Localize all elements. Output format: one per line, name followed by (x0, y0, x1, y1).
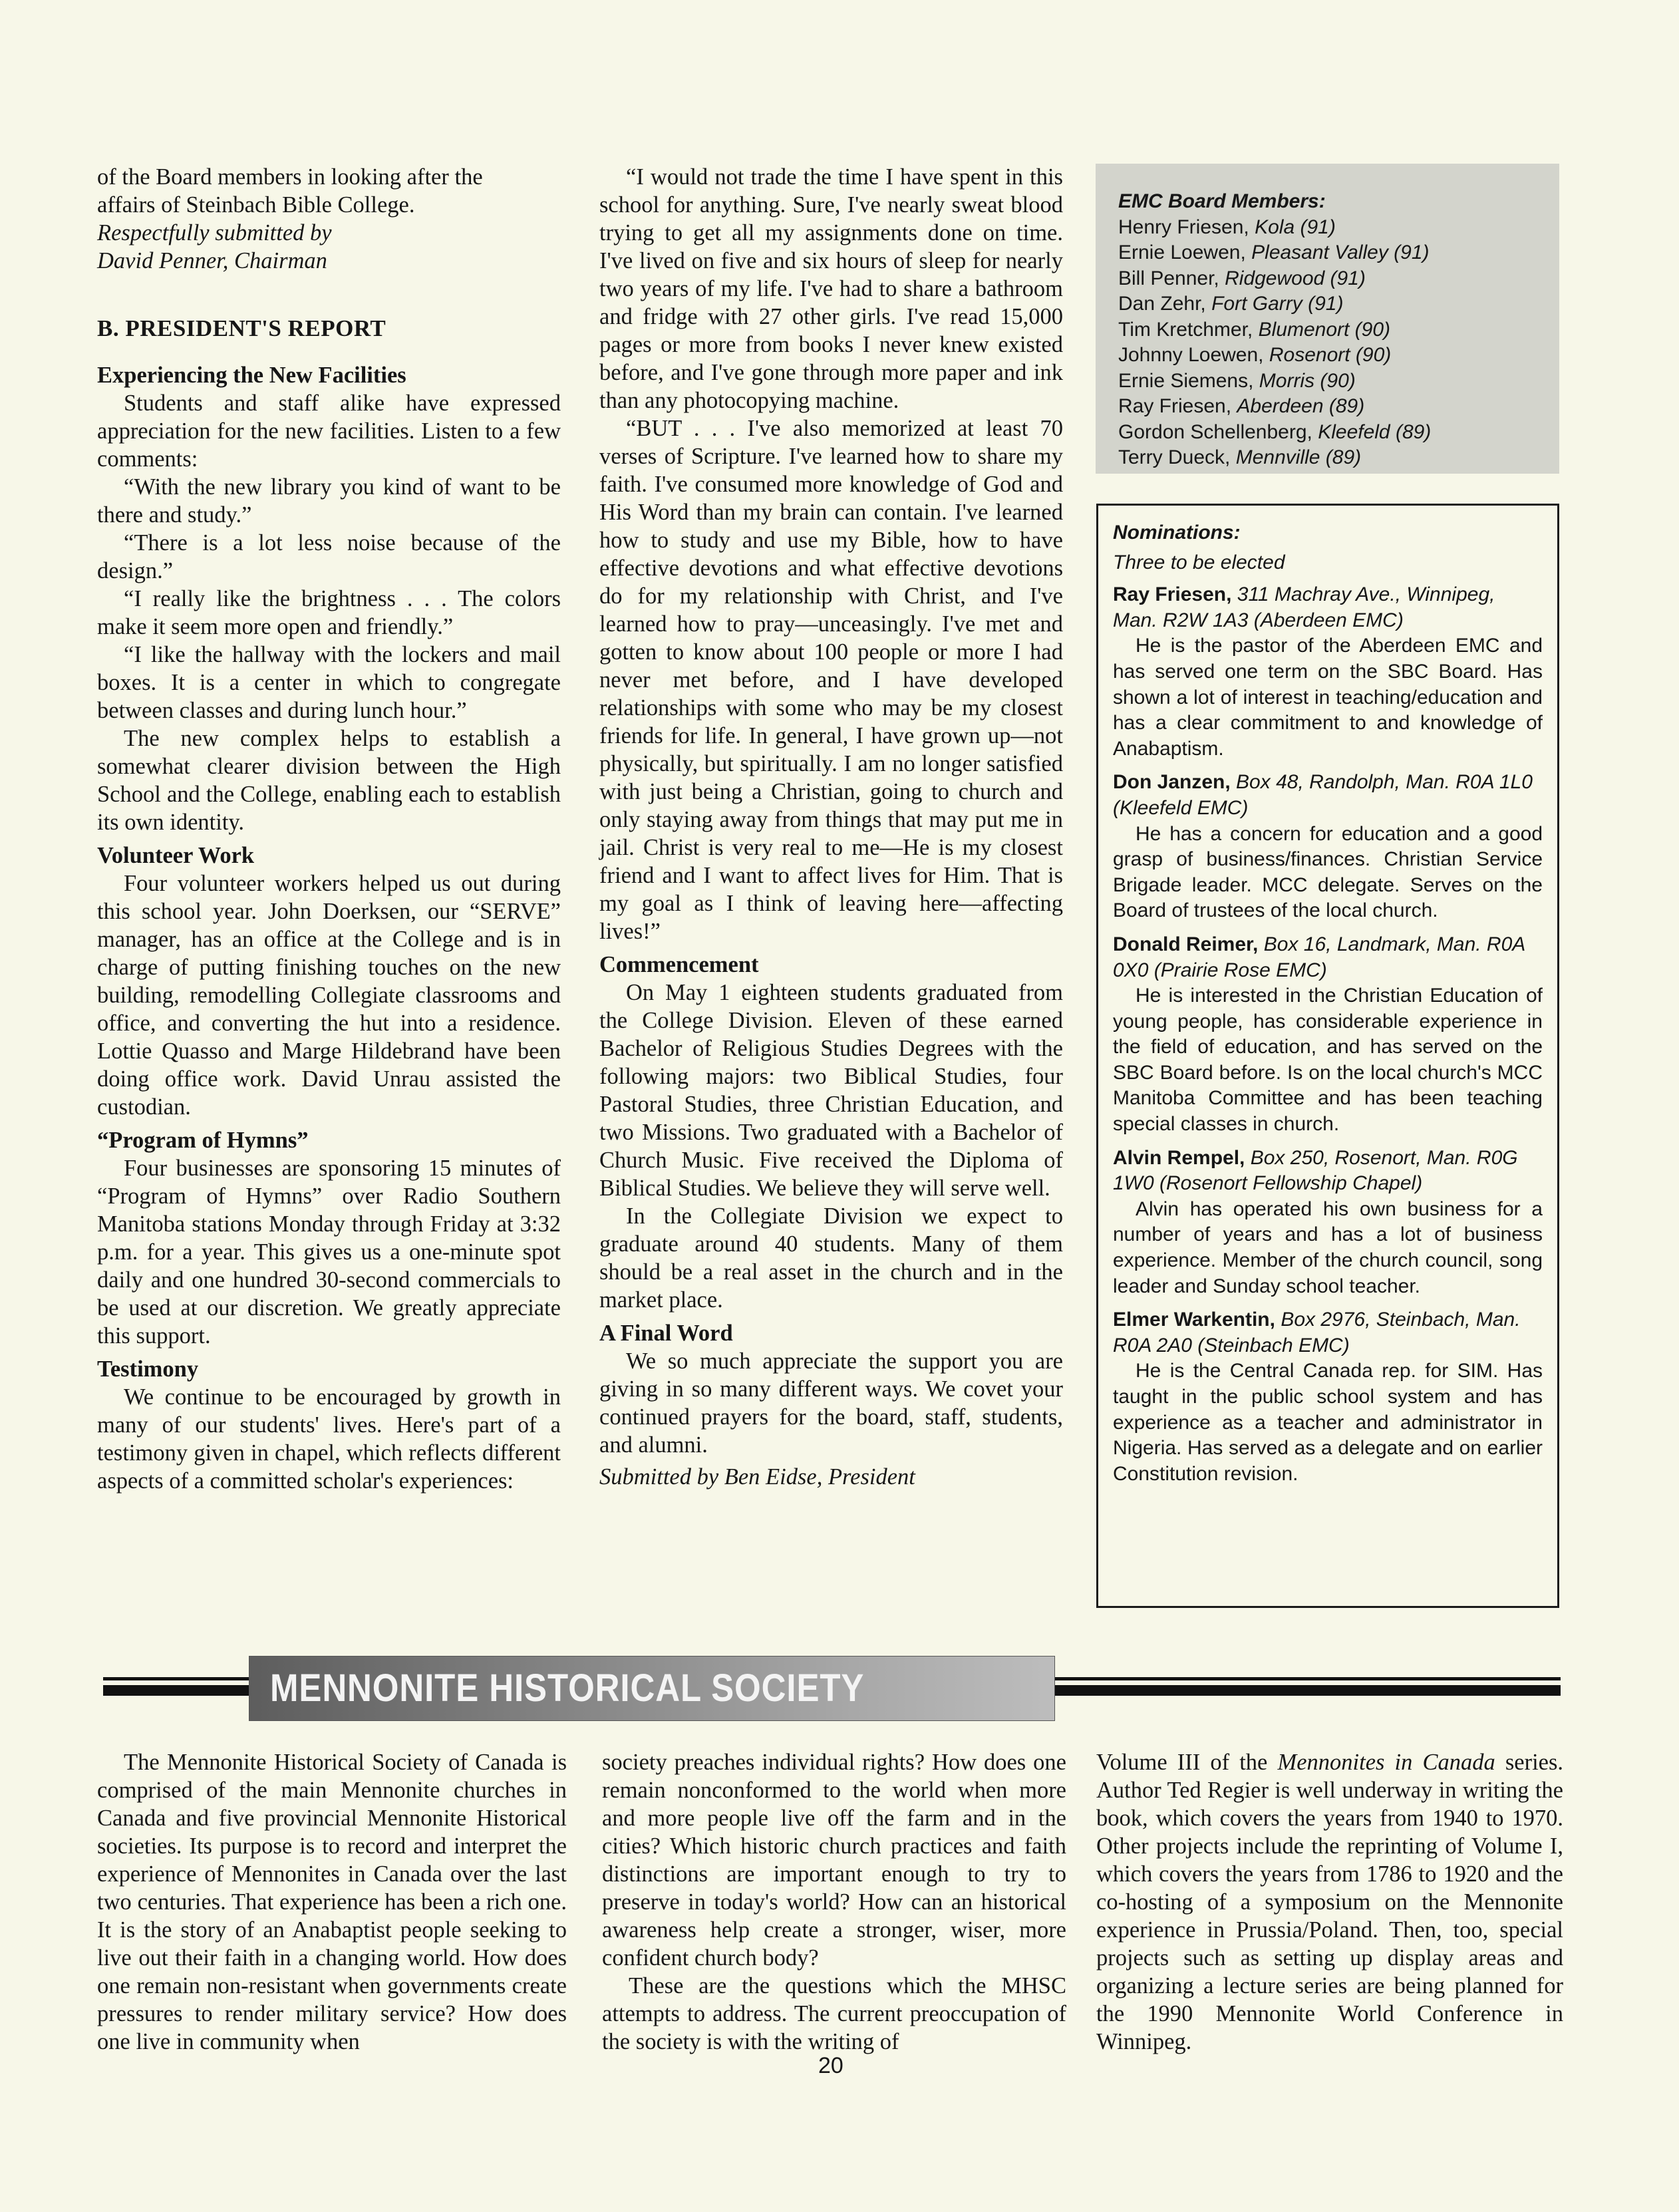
nominations-box (1096, 504, 1559, 1608)
candidate-bio: He is the Central Canada rep. for SIM. Has taught in the public school system and has experience as a teacher and administrator in Nigeria. Has served as a delegate and on earlier Constitution revision. (1113, 1360, 1543, 1485)
section-heading: B. PRESIDENT'S REPORT (97, 315, 386, 341)
paragraph: society preaches individual rights? How does one remain nonconformed to the world when more and more people live off the farm and in the cities? Which historic church practices and faith distinctions are important enough to try to preserve in today's world? How can an historical awareness help create a stronger, wiser, more confident church body? (602, 1750, 1066, 1971)
candidate-bio: Alvin has operated his own business for a number of years and has a lot of business experience. Member of the church council, song leader and Sunday school teacher. (1113, 1197, 1543, 1297)
board-member: Bill Penner, Ridgewood (91) (1118, 267, 1366, 289)
banner-rule-right-thick (1055, 1685, 1561, 1696)
candidate (1113, 1146, 1543, 1300)
paragraph: We so much appreciate the support you are giving in so many different ways. We covet your continued prayers for the board, staff, students, and alumni. (599, 1348, 1063, 1458)
quote-paragraph: “I like the hallway with the lockers and mail boxes. It is a center in which to congregate between classes and during lunch hour.” (97, 642, 561, 723)
paragraph: Students and staff alike have expressed appreciation for the new facilities. Listen to a few comments: (97, 391, 561, 472)
nominations-title: Nominations: (1113, 522, 1241, 544)
board-member: Johnny Loewen, Rosenort (90) (1118, 344, 1392, 366)
mhs-column-3 (1096, 1748, 1563, 2056)
testimony-quote: “BUT . . . I've also memorized at least 70 verses of Scripture. I've learned how to share my faith. I've consumed more knowledge of God and His Word than my brain can contain. I've learned how to study and use my Bible, how to have effective devotions and what effective devotions do for my relationship with Christ, and I've learned how to pray—unceasingly. I've met and gotten to know about 100 people or more I had never met before, and I have developed relationships with some who may be my closest friends for life. In general, I have grown up—not physically, but spiritually. I am no longer satisfied with just being a Christian, going to church and only staying away from things that may put me in jail. Christ is very real to me—He is my closest friend and I want to affect lives for Him. That is my goal as I think of leaving here—affecting lives!” (599, 416, 1063, 944)
candidate-bio: He has a concern for education and a good grasp of business/finances. Christian Service Brigade leader. MCC delegate. Serves on the Board of trustees of the local church. (1113, 822, 1543, 922)
banner-rule-right-thin (1055, 1677, 1561, 1680)
candidate (1113, 932, 1543, 1138)
candidate-address: Box 2976, Steinbach, Man. R0A 2A0 (Steinbach EMC) (1113, 1309, 1521, 1356)
mhs-column-1 (97, 1748, 567, 2056)
paragraph: Four businesses are sponsoring 15 minutes of “Program of Hymns” over Radio Southern Manitoba stations Monday through Friday at 3:32 p.m. for a year. This gives us a one-minute spot daily and one hundred 30-second commercials to be used at our discretion. We greatly appreciate this support. (97, 1156, 561, 1348)
quote-paragraph: “I really like the brightness . . . The colors make it seem more open and friendly.” (97, 586, 561, 639)
column-2 (599, 163, 1063, 1491)
paragraph: These are the questions which the MHSC attempts to address. The current preoccupation of the society is with the writing of (602, 1973, 1066, 2054)
paragraph: In the Collegiate Division we expect to graduate around 40 students. Many of them should be a real asset in the church and in the market place. (599, 1203, 1063, 1313)
candidate-bio: He is interested in the Christian Education of young people, has considerable experience in the field of education, and has served on the SBC Board before. Is on the local church's MCC Manitoba Committee and has been teaching special classes in church. (1113, 985, 1543, 1136)
candidate-address: Box 48, Randolph, Man. R0A 1L0 (Kleefeld EMC) (1113, 771, 1533, 819)
candidate (1113, 582, 1543, 762)
report-intro-line: of the Board members in looking after the (97, 164, 483, 190)
quote-paragraph: “There is a lot less noise because of the design.” (97, 530, 561, 583)
candidate-name: Elmer Warkentin, (1113, 1309, 1275, 1331)
banner-title: MENNONITE HISTORICAL SOCIETY (270, 1666, 865, 1710)
banner-rule-left-thick (103, 1685, 249, 1696)
book-title: Mennonites in Canada (1277, 1750, 1495, 1775)
submitted-by: Respectfully submitted by (97, 220, 332, 245)
candidate-name: Alvin Rempel, (1113, 1146, 1245, 1169)
subheading-commencement: Commencement (599, 952, 759, 977)
board-member: Ernie Loewen, Pleasant Valley (91) (1118, 241, 1430, 263)
banner-rule-left-thin (103, 1677, 249, 1680)
board-member: Ernie Siemens, Morris (90) (1118, 369, 1356, 392)
candidate-name: Don Janzen, (1113, 771, 1231, 794)
subheading-testimony: Testimony (97, 1356, 199, 1382)
candidate-address: 311 Machray Ave., Winnipeg, Man. R2W 1A3 (Aberdeen EMC) (1113, 583, 1495, 631)
candidate-address: Box 16, Landmark, Man. R0A 0X0 (Prairie Rose EMC) (1113, 933, 1525, 981)
board-members-title: EMC Board Members: (1118, 190, 1326, 212)
report-intro-line: affairs of Steinbach Bible College. (97, 192, 415, 218)
paragraph: The new complex helps to establish a somewhat clearer division between the High School and the College, enabling each to establish its own identity. (97, 726, 561, 835)
candidate-name: Donald Reimer, (1113, 933, 1259, 955)
board-member: Gordon Schellenberg, Kleefeld (89) (1118, 420, 1432, 443)
board-member: Henry Friesen, Kola (91) (1118, 216, 1336, 238)
board-member: Dan Zehr, Fort Garry (91) (1118, 293, 1344, 315)
candidate-bio: He is the pastor of the Aberdeen EMC and has served one term on the SBC Board. Has shown a lot of interest in teaching/education and has a clear commitment to and knowledge of Anabaptism. (1113, 635, 1543, 760)
paragraph: The Mennonite Historical Society of Canada is comprised of the main Mennonite churches in Canada and five provincial Mennonite Historical societies. Its purpose is to record and interpret the experience of Mennonites in Canada over the last two centuries. That experience has been a rich one. It is the story of an Anabaptist people seeking to live out their faith in a changing world. How does one remain non-resistant when governments create pressures to render military service? How does one live in community when (97, 1750, 567, 2054)
paragraph: Volume III of the Mennonites in Canada series. Author Ted Regier is well underway in writing the book, which covers the years from 1940 to 1970. Other projects include the reprinting of Volume I, which covers the years from 1786 to 1920 and the co-hosting of a symposium on the Mennonite experience in Prussia/Poland. Then, too, special projects such as setting up display areas and organizing a lecture series are being planned for the 1990 Mennonite World Conference in Winnipeg. (1096, 1750, 1564, 2054)
paragraph: We continue to be encouraged by growth in many of our students' lives. Here's part of a testimony given in chapel, which reflects different aspects of a committed scholar's experiences: (97, 1384, 561, 1494)
candidate-address: Box 250, Rosenort, Man. R0G 1W0 (Rosenort Fellowship Chapel) (1113, 1146, 1518, 1195)
quote-paragraph: “With the new library you kind of want to be there and study.” (97, 474, 561, 528)
board-chair-signature: David Penner, Chairman (97, 248, 327, 273)
board-members-box (1096, 164, 1559, 474)
column-1 (97, 163, 561, 1495)
subheading-final-word: A Final Word (599, 1321, 733, 1346)
board-member: Terry Dueck, Mennville (89) (1118, 446, 1362, 468)
page-number: 20 (818, 2053, 843, 2078)
paragraph: Four volunteer workers helped us out during this school year. John Doerksen, our “SERVE” manager, has an office at the College and is in charge of putting finishing touches on the new building, remodelling Collegiate classrooms and office, and converting the hut into a residence. Lottie Quasso and Marge Hildebrand have been doing office work. David Unrau assisted the custodian. (97, 871, 561, 1120)
nominations-subtitle: Three to be elected (1113, 551, 1285, 573)
subheading-facilities: Experiencing the New Facilities (97, 363, 406, 388)
mhs-column-2 (602, 1748, 1066, 2056)
candidate-name: Ray Friesen, (1113, 583, 1232, 606)
subheading-hymns: “Program of Hymns” (97, 1128, 309, 1153)
testimony-quote: “I would not trade the time I have spent in this school for anything. Sure, I've nearly sweat blood trying to get all my assignments done on time. I've lived on five and six hours of sleep for nearly two years of my life. I've had to share a bathroom and fridge with 27 other girls. I've read 15,000 pages or more from books I never knew existed before, and I've gone through more paper and ink than any photocopying machine. (599, 164, 1063, 413)
candidate (1113, 770, 1543, 924)
board-member: Ray Friesen, Aberdeen (89) (1118, 395, 1365, 417)
candidate (1113, 1307, 1543, 1487)
paragraph: On May 1 eighteen students graduated from the College Division. Eleven of these earned Bachelor of Religious Studies Degrees with the following majors: two Biblical Studies, four Pastoral Studies, three Christian Education, and two Missions. Two graduated with a Bachelor of Church Music. Five received the Diploma of Biblical Studies. We believe they will serve well. (599, 980, 1063, 1201)
president-signature: Submitted by Ben Eidse, President (599, 1464, 915, 1490)
subheading-volunteer: Volunteer Work (97, 843, 255, 868)
board-member: Tim Kretchmer, Blumenort (90) (1118, 318, 1391, 341)
